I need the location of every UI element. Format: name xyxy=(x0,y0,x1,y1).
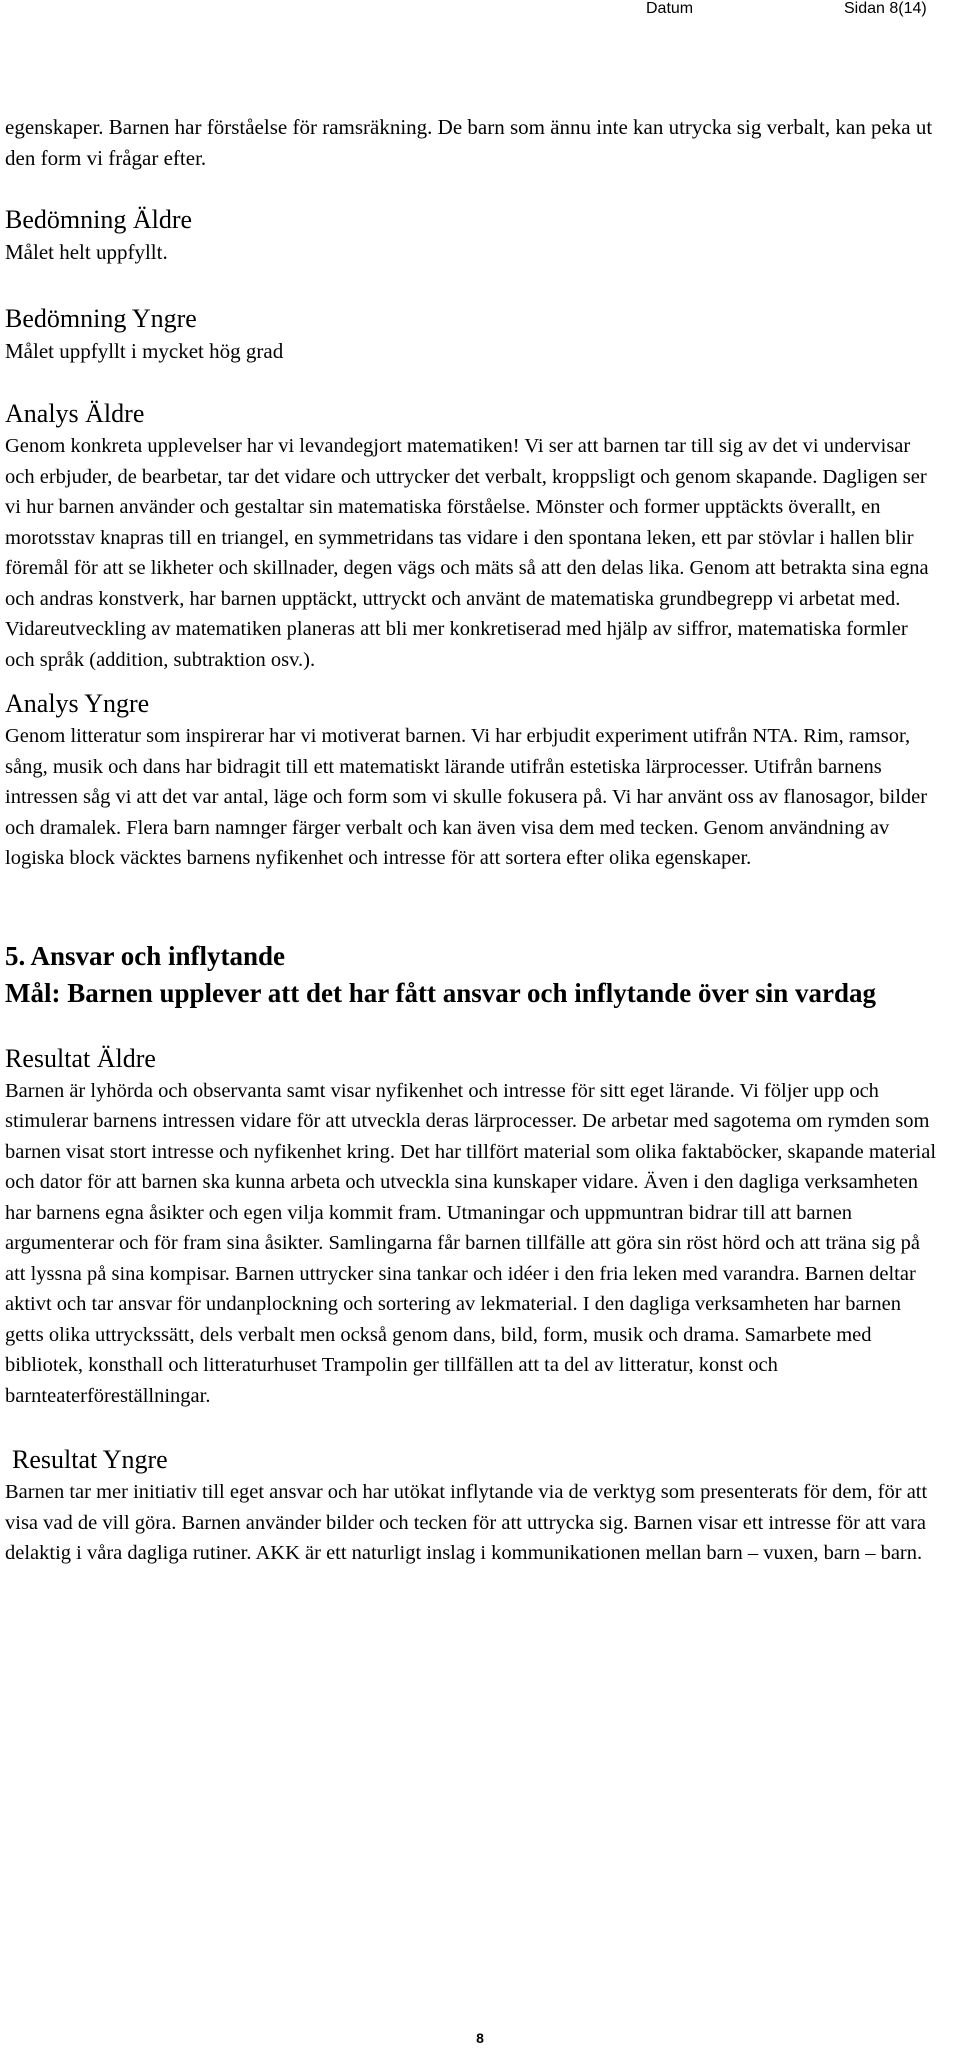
header-page-indicator: Sidan 8(14) xyxy=(844,0,927,17)
bedomning-aldre-heading: Bedömning Äldre xyxy=(5,205,193,234)
bedomning-aldre-text: Målet helt uppfyllt. xyxy=(5,240,168,264)
section-5-heading: 5. Ansvar och inflytande xyxy=(5,940,286,971)
page-number: 8 xyxy=(476,2030,484,2046)
resultat-yngre-text: Barnen tar mer initiativ till eget ansvar och har utökat inflytande via de verktyg som presenterats för dem, för att visa vad de vill göra. Barnen använder bilder och tecken för att uttrycka sig. Barnen visar ett intresse för att vara delaktig i våra dagliga rutiner. AKK är ett naturligt inslag i kommunikationen mellan barn – vuxen, barn – barn. xyxy=(5,1481,928,1564)
analys-aldre-heading: Analys Äldre xyxy=(5,399,145,428)
analys-yngre-heading: Analys Yngre xyxy=(5,689,150,718)
bedomning-yngre-text: Målet uppfyllt i mycket hög grad xyxy=(5,339,284,363)
analys-aldre-text: Genom konkreta upplevelser har vi levandegjort matematiken! Vi ser att barnen tar till sig av det vi undervisar och erbjuder, de bearbetar, tar det vidare och uttrycker det verbalt, kroppsligt och genom skapande. Dagligen ser vi hur barnen använder och gestaltar sin matematiska förståelse. Mönster och former upptäckts överallt, en morotsstav knapras till en triangel, en symmetridans tas vidare i den spontana leken, ett par stövlar i hallen blir föremål för att se likheter och skillnader, degen vägs och mäts så att den delas lika. Genom att betrakta sina egna och andras konstverk, har barnen upptäckt, uttryckt och använt de matematiska grundbegrepp vi arbetat med. Vidareutveckling av matematiken planeras att bli mer konkretiserad med hjälp av siffror, matematiska formler och språk (addition, subtraktion osv.). xyxy=(5,435,929,671)
intro-paragraph: egenskaper. Barnen har förståelse för ramsräkning. De barn som ännu inte kan utrycka sig verbalt, kan peka ut den form vi frågar efter. xyxy=(5,115,933,170)
document-body xyxy=(5,112,942,1569)
bedomning-yngre-heading: Bedömning Yngre xyxy=(5,304,197,333)
resultat-aldre-heading: Resultat Äldre xyxy=(5,1043,156,1073)
header-date-label: Datum xyxy=(646,0,694,17)
page-header xyxy=(0,0,960,24)
resultat-yngre-heading: Resultat Yngre xyxy=(12,1445,168,1474)
section-5-goal: Mål: Barnen upplever att det har fått ansvar och inflytande över sin vardag xyxy=(5,977,877,1008)
analys-yngre-text: Genom litteratur som inspirerar har vi motiverat barnen. Vi har erbjudit experiment utifrån NTA. Rim, ramsor, sång, musik och dans har bidragit till ett matematiskt lärande utifrån estetiska lärprocesser. Utifrån barnens intressen såg vi att det var antal, läge och form som vi skulle fokusera på. Vi har använt oss av flanosagor, bilder och dramalek. Flera barn namnger färger verbalt och kan även visa dem med tecken. Genom användning av logiska block väcktes barnens nyfikenhet och intresse för att sortera efter olika egenskaper. xyxy=(5,725,928,869)
resultat-aldre-text: Barnen är lyhörda och observanta samt visar nyfikenhet och intresse för sitt eget lärande. Vi följer upp och stimulerar barnens intressen vidare för att utveckla deras lärprocesser. De arbetar med sagotema om rymden som barnen visat stort intresse och nyfikenhet kring. Det har tillfört material som olika faktaböcker, skapande material och dator för att barnen ska kunna arbeta och utveckla sina kunskaper vidare. Även i den dagliga verksamheten har barnens egna åsikter och egen vilja kommit fram. Utmaningar och uppmuntran bidrar till att barnen argumenterar och för fram sina åsikter. Samlingarna får barnen tillfälle att göra sin röst hörd och att träna sig på att lyssna på sina kompisar. Barnen uttrycker sina tankar och idéer i den fria leken med varandra. Barnen deltar aktivt och tar ansvar för undanplockning och sortering av lekmaterial. I den dagliga verksamheten har barnen getts olika uttryckssätt, dels verbalt men också genom dans, bild, form, musik och drama. Samarbete med bibliotek, konsthall och litteraturhuset Trampolin ger tillfällen att ta del av litteratur, konst och barnteaterföreställningar. xyxy=(5,1079,937,1407)
